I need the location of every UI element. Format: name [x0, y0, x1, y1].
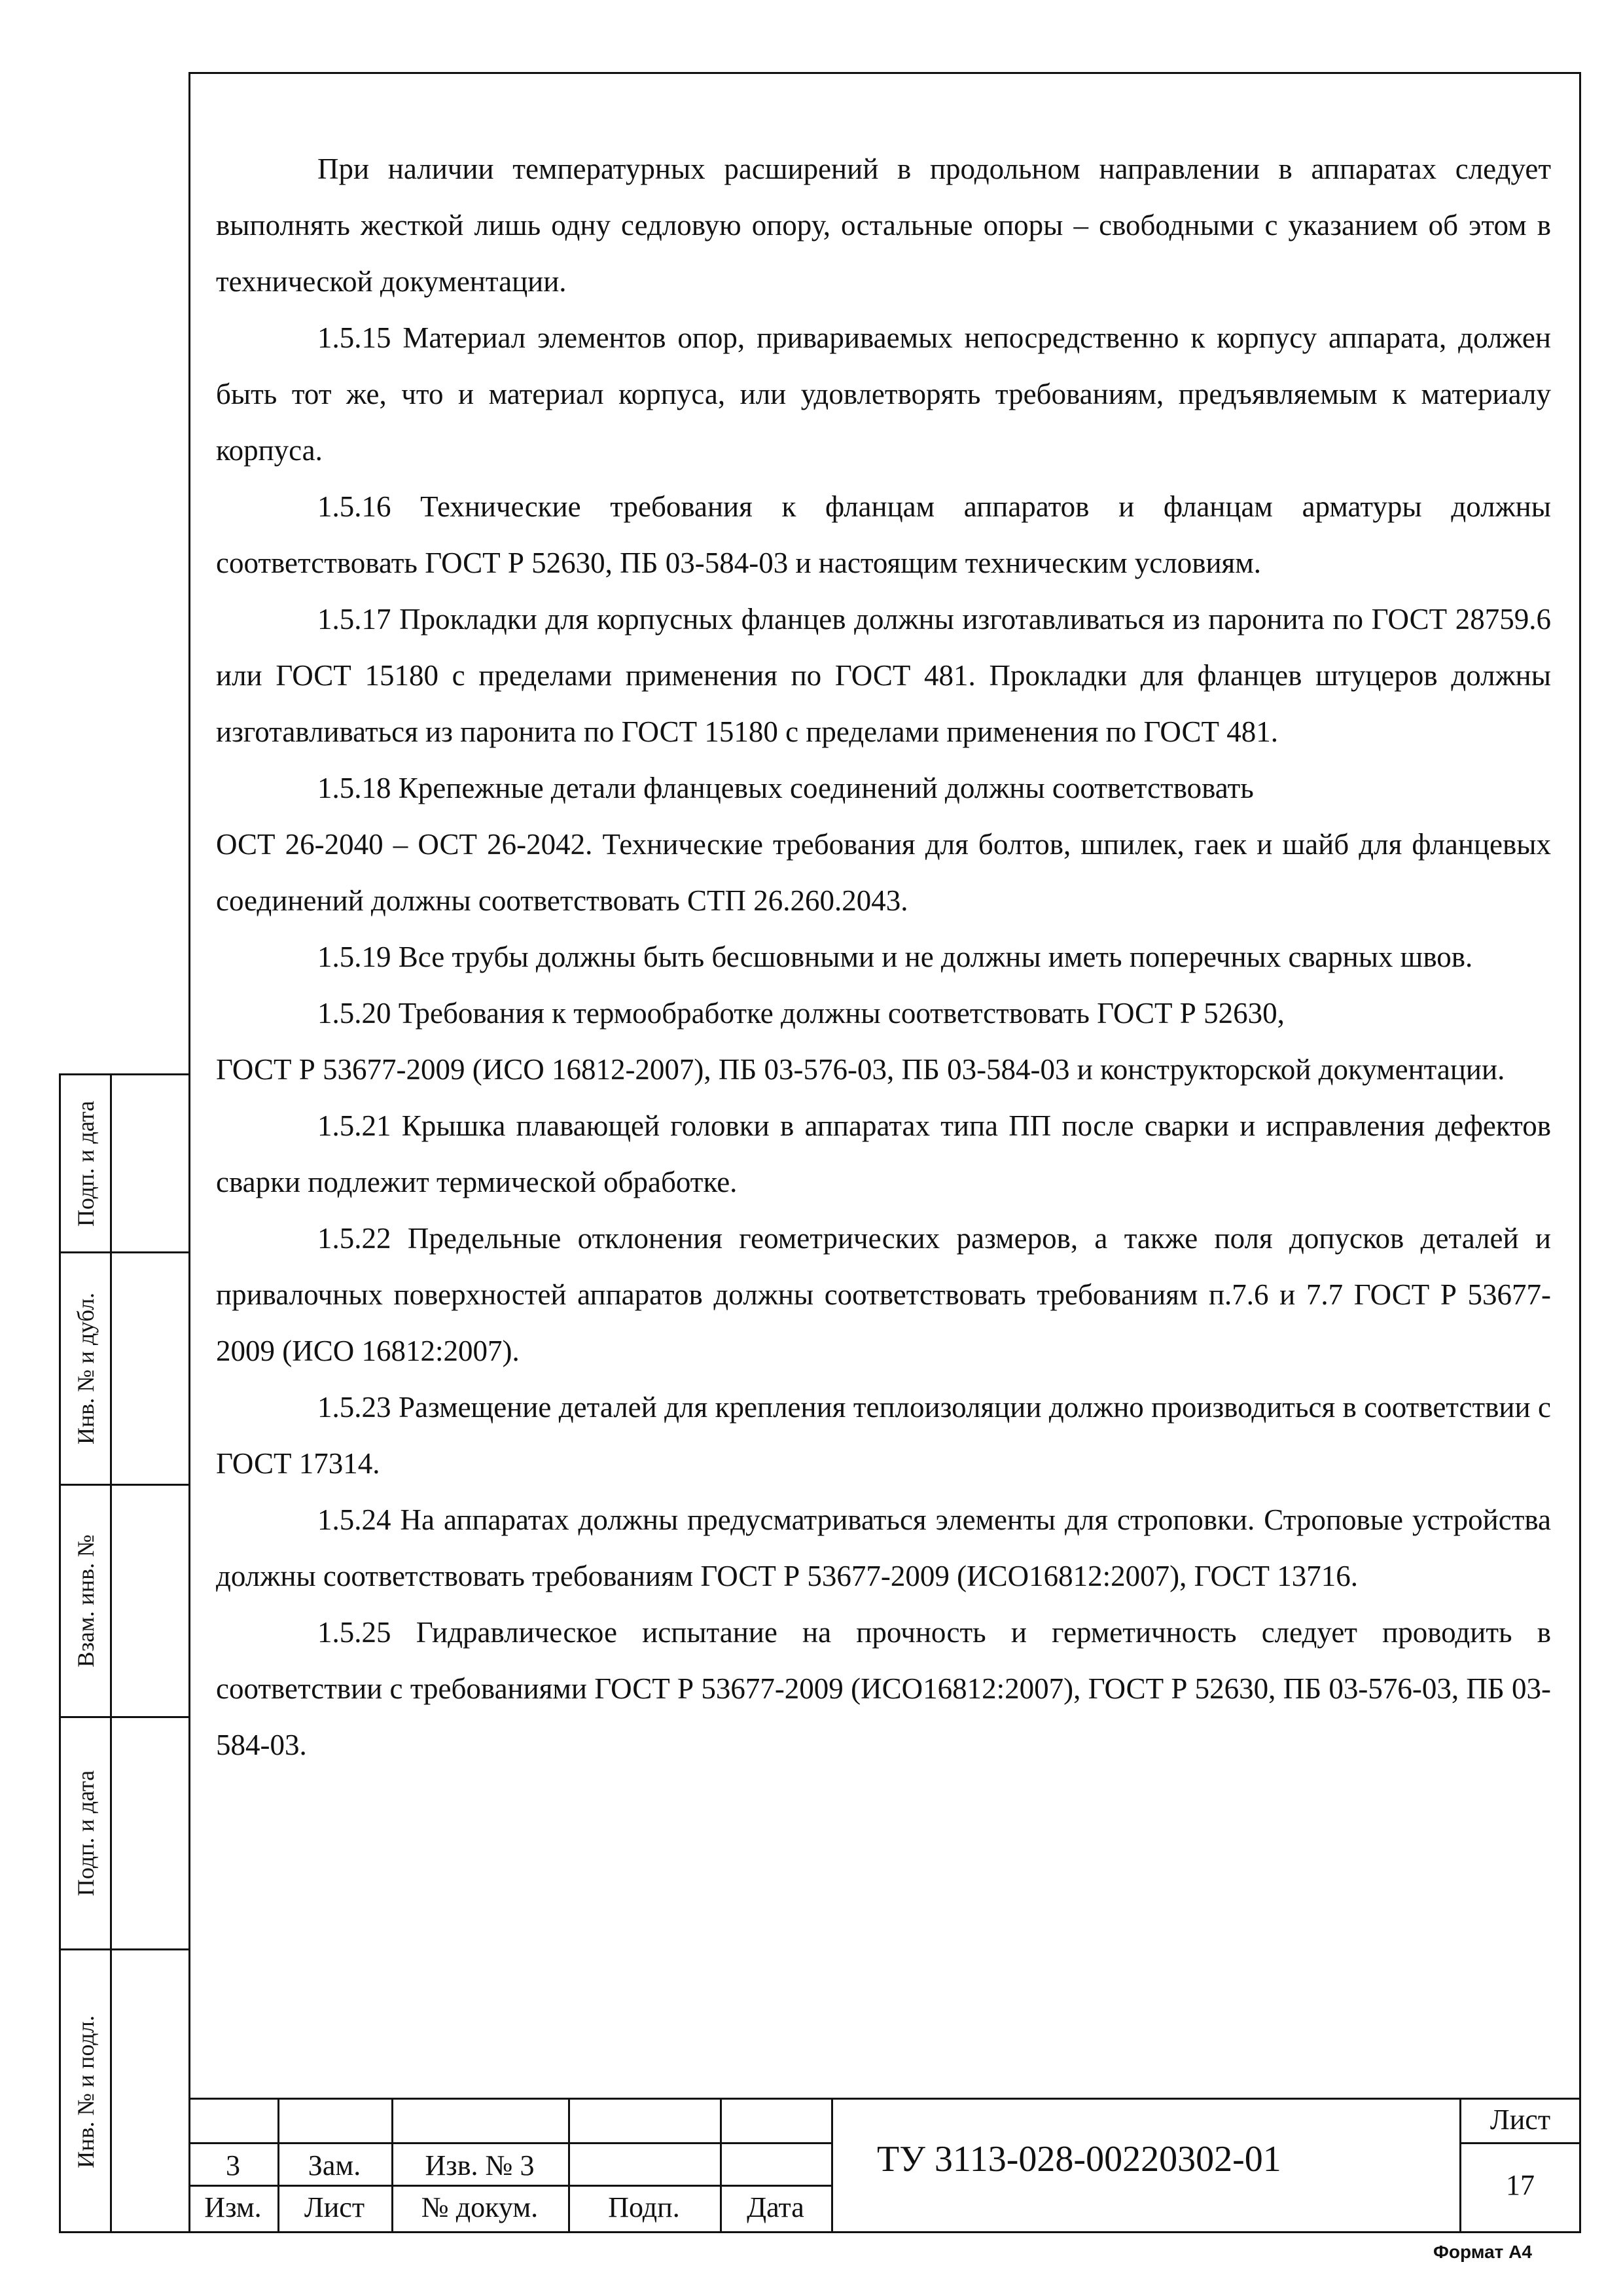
paragraph: 1.5.17 Прокладки для корпусных фланцев должны изготавливаться из паронита по ГОСТ 28759.6 или ГОСТ 15180 с пределами применения по ГОСТ 481. Прокладки для фланцев штуцеров должны изготавливаться из паронита по ГОСТ 15180 с пределами применения по ГОСТ 481.	[216, 603, 1551, 748]
document-body	[216, 141, 1551, 1773]
title-block	[188, 2098, 1581, 2233]
side-label: Инв. № и подл.	[72, 2015, 99, 2168]
sheet-label: Лист	[1489, 2104, 1551, 2136]
paragraph: 1.5.16 Технические требования к фланцам аппаратов и фланцам арматуры должны соответствовать ГОСТ Р 52630, ПБ 03-584-03 и настоящим техническим условиям.	[216, 490, 1551, 579]
paragraph: 1.5.20 Требования к термообработке должны соответствовать ГОСТ Р 52630,	[317, 997, 1285, 1030]
paragraph: При наличии температурных расширений в продольном направлении в аппаратах следует выполнять жесткой лишь одну седловую опору, остальные опоры – свободными с указанием об этом в технической документации.	[216, 152, 1551, 298]
rev-doc: Изв. № 3	[425, 2149, 535, 2181]
side-label: Подп. и дата	[72, 1770, 99, 1897]
sheet-number: 17	[1506, 2169, 1535, 2201]
paragraph: 1.5.22 Предельные отклонения геометрических размеров, а также поля допусков деталей и привалочных поверхностей аппаратов должны соответствовать требованиям п.7.6 и 7.7 ГОСТ Р 53677-2009 (ИСО 16812:2007).	[216, 1222, 1551, 1367]
paragraph: 1.5.19 Все трубы должны быть бесшовными и не должны иметь поперечных сварных швов.	[317, 941, 1473, 973]
col-sign: Подп.	[608, 2191, 680, 2223]
col-doc: № докум.	[421, 2191, 539, 2223]
side-label: Взам. инв. №	[72, 1534, 99, 1668]
paragraph: ОСТ 26-2040 – ОСТ 26-2042. Технические требования для болтов, шпилек, гаек и шайб для фланцевых соединений должны соответствовать СТП 26.260.2043.	[216, 828, 1551, 917]
col-date: Дата	[747, 2191, 804, 2223]
paragraph: 1.5.23 Размещение деталей для крепления теплоизоляции должно производиться в соответствии с ГОСТ 17314.	[216, 1391, 1551, 1480]
paragraph: 1.5.18 Крепежные детали фланцевых соединений должны соответствовать	[317, 772, 1254, 804]
side-row-sign-date-1	[61, 1075, 188, 1253]
paragraph: 1.5.21 Крышка плавающей головки в аппаратах типа ПП после сварки и исправления дефектов сварки подлежит термической обработке.	[216, 1109, 1551, 1198]
side-row-inv-dupl	[61, 1253, 188, 1486]
col-list: Лист	[304, 2191, 365, 2223]
paragraph: 1.5.24 На аппаратах должны предусматриваться элементы для строповки. Строповые устройства должны соответствовать требованиям ГОСТ Р 53677-2009 (ИСО16812:2007), ГОСТ 13716.	[216, 1503, 1551, 1592]
side-label: Подп. и дата	[72, 1100, 99, 1227]
side-row-replace-inv	[61, 1486, 188, 1718]
rev-number: 3	[226, 2149, 240, 2181]
side-stamp-column	[59, 1073, 188, 2233]
paragraph: 1.5.15 Материал элементов опор, привариваемых непосредственно к корпусу аппарата, должен быть тот же, что и материал корпуса, или удовлетворять требованиям, предъявляемым к материалу корпуса.	[216, 321, 1551, 467]
side-row-inv-orig	[61, 1950, 188, 2233]
format-label: Формат А4	[1433, 2242, 1532, 2262]
paragraph: 1.5.25 Гидравлическое испытание на прочность и герметичность следует проводить в соответствии с требованиями ГОСТ Р 53677-2009 (ИСО16812:2007), ГОСТ Р 52630, ПБ 03-576-03, ПБ 03-584-03.	[216, 1616, 1551, 1761]
rev-type: Зам.	[308, 2149, 361, 2181]
paragraph: ГОСТ Р 53677-2009 (ИСО 16812-2007), ПБ 03-576-03, ПБ 03-584-03 и конструкторской документации.	[216, 1053, 1505, 1086]
col-izm: Изм.	[204, 2191, 262, 2223]
side-label: Инв. № и дубл.	[72, 1292, 99, 1445]
side-row-sign-date-2	[61, 1718, 188, 1950]
document-code: ТУ 3113-028-00220302-01	[877, 2139, 1281, 2179]
